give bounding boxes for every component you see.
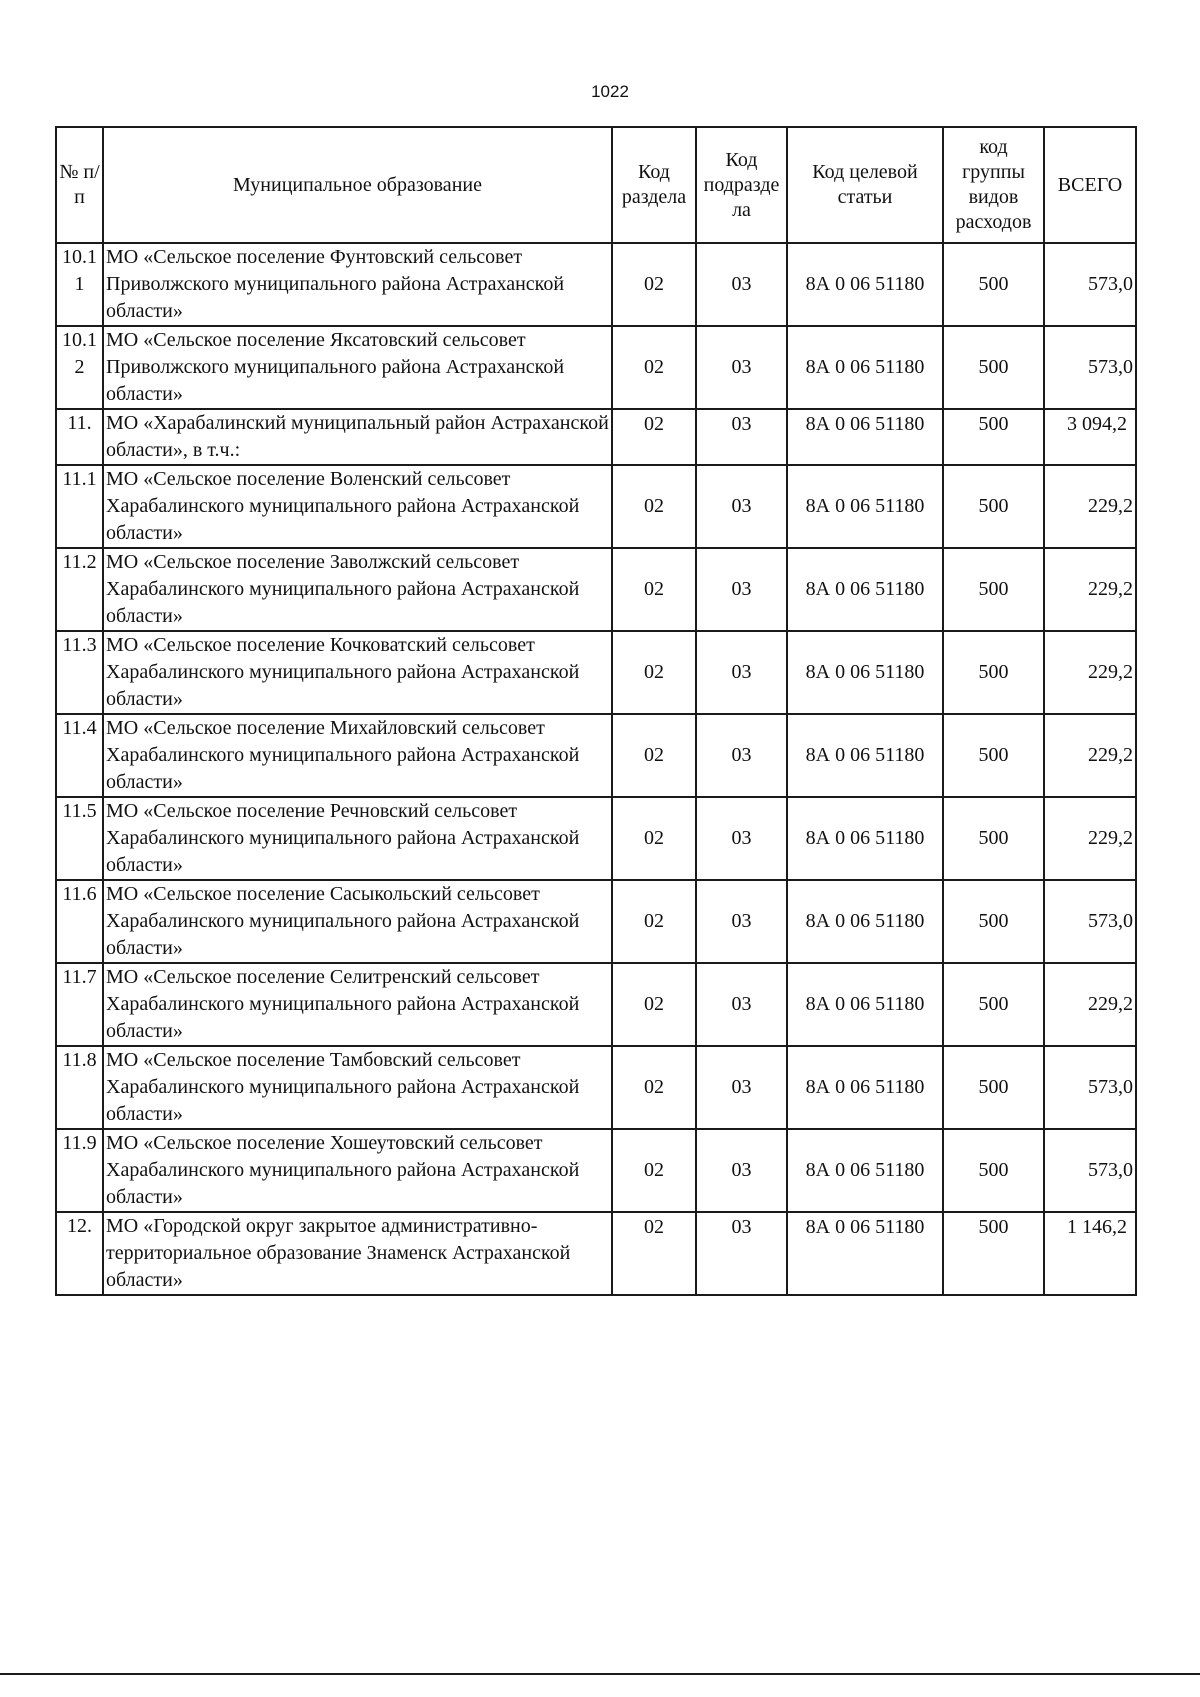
expense-group: 500: [943, 243, 1044, 326]
municipality-name: МО «Сельское поселение Яксатовский сельсовет Приволжского муниципального района Астраханской области»: [103, 326, 612, 409]
municipality-name: МО «Сельское поселение Сасыкольский сельсовет Харабалинского муниципального района Астраханской области»: [103, 880, 612, 963]
header-target-code: Код целевой статьи: [787, 127, 943, 243]
total-amount: 229,2: [1044, 714, 1136, 797]
municipality-name: МО «Сельское поселение Речновский сельсовет Харабалинского муниципального района Астраханской области»: [103, 797, 612, 880]
section-code: 02: [612, 880, 696, 963]
section-code: 02: [612, 963, 696, 1046]
header-subsection-code: Код подразде ла: [696, 127, 787, 243]
target-code: 8А 0 06 51180: [787, 326, 943, 409]
total-amount: 573,0: [1044, 1046, 1136, 1129]
section-code: 02: [612, 326, 696, 409]
row-number: 10.12: [56, 326, 103, 409]
expense-group: 500: [943, 797, 1044, 880]
total-amount: 229,2: [1044, 797, 1136, 880]
total-amount: 573,0: [1044, 243, 1136, 326]
section-code: 02: [612, 465, 696, 548]
section-code: 02: [612, 797, 696, 880]
table-row: [56, 465, 1136, 548]
header-total: ВСЕГО: [1044, 127, 1136, 243]
target-code: 8А 0 06 51180: [787, 1129, 943, 1212]
subsection-code: 03: [696, 797, 787, 880]
target-code: 8А 0 06 51180: [787, 409, 943, 465]
header-municipality: Муниципальное образование: [103, 127, 612, 243]
expense-group: 500: [943, 465, 1044, 548]
expense-group: 500: [943, 1212, 1044, 1295]
header-num: № п/п: [56, 127, 103, 243]
target-code: 8А 0 06 51180: [787, 1046, 943, 1129]
table-row: [56, 880, 1136, 963]
section-code: 02: [612, 631, 696, 714]
municipality-name: МО «Сельское поселение Тамбовский сельсовет Харабалинского муниципального района Астраханской области»: [103, 1046, 612, 1129]
table-row: [56, 409, 1136, 465]
municipality-name: МО «Сельское поселение Хошеутовский сельсовет Харабалинского муниципального района Астраханской области»: [103, 1129, 612, 1212]
expense-group: 500: [943, 880, 1044, 963]
subsection-code: 03: [696, 243, 787, 326]
row-number: 11.7: [56, 963, 103, 1046]
target-code: 8А 0 06 51180: [787, 631, 943, 714]
section-code: 02: [612, 409, 696, 465]
section-code: 02: [612, 548, 696, 631]
expense-group: 500: [943, 1046, 1044, 1129]
municipality-name: МО «Харабалинский муниципальный район Астраханской области», в т.ч.:: [103, 409, 612, 465]
total-amount: 229,2: [1044, 548, 1136, 631]
footer-divider: [0, 1673, 1200, 1675]
subsection-code: 03: [696, 714, 787, 797]
row-number: 12.: [56, 1212, 103, 1295]
subsection-code: 03: [696, 326, 787, 409]
row-number: 11.2: [56, 548, 103, 631]
subsection-code: 03: [696, 1212, 787, 1295]
target-code: 8А 0 06 51180: [787, 465, 943, 548]
municipality-name: МО «Сельское поселение Заволжский сельсовет Харабалинского муниципального района Астраханской области»: [103, 548, 612, 631]
subsection-code: 03: [696, 880, 787, 963]
total-amount: 3 094,2: [1044, 409, 1136, 465]
row-number: 11.1: [56, 465, 103, 548]
subsection-code: 03: [696, 409, 787, 465]
expense-group: 500: [943, 409, 1044, 465]
expense-group: 500: [943, 1129, 1044, 1212]
municipality-name: МО «Сельское поселение Фунтовский сельсовет Приволжского муниципального района Астраханской области»: [103, 243, 612, 326]
total-amount: 229,2: [1044, 631, 1136, 714]
table-row: [56, 631, 1136, 714]
total-amount: 229,2: [1044, 465, 1136, 548]
table-row: [56, 1046, 1136, 1129]
expense-group: 500: [943, 714, 1044, 797]
subsection-code: 03: [696, 465, 787, 548]
expense-group: 500: [943, 631, 1044, 714]
total-amount: 229,2: [1044, 963, 1136, 1046]
target-code: 8А 0 06 51180: [787, 797, 943, 880]
row-number: 11.8: [56, 1046, 103, 1129]
table-row: [56, 548, 1136, 631]
target-code: 8А 0 06 51180: [787, 1212, 943, 1295]
section-code: 02: [612, 714, 696, 797]
target-code: 8А 0 06 51180: [787, 714, 943, 797]
subsection-code: 03: [696, 1129, 787, 1212]
expense-group: 500: [943, 963, 1044, 1046]
table-row: [56, 326, 1136, 409]
target-code: 8А 0 06 51180: [787, 880, 943, 963]
total-amount: 573,0: [1044, 1129, 1136, 1212]
table-row: [56, 1129, 1136, 1212]
subsection-code: 03: [696, 631, 787, 714]
subsection-code: 03: [696, 1046, 787, 1129]
row-number: 11.5: [56, 797, 103, 880]
target-code: 8А 0 06 51180: [787, 548, 943, 631]
expense-group: 500: [943, 326, 1044, 409]
section-code: 02: [612, 1212, 696, 1295]
municipality-name: МО «Сельское поселение Воленский сельсовет Харабалинского муниципального района Астраханской области»: [103, 465, 612, 548]
row-number: 11.: [56, 409, 103, 465]
table-row: [56, 714, 1136, 797]
section-code: 02: [612, 1046, 696, 1129]
page-number: 1022: [591, 82, 629, 101]
target-code: 8А 0 06 51180: [787, 243, 943, 326]
total-amount: 573,0: [1044, 880, 1136, 963]
row-number: 11.3: [56, 631, 103, 714]
row-number: 11.4: [56, 714, 103, 797]
expense-group: 500: [943, 548, 1044, 631]
table-row: [56, 243, 1136, 326]
table-row: [56, 1212, 1136, 1295]
row-number: 11.9: [56, 1129, 103, 1212]
municipality-name: МО «Сельское поселение Михайловский сельсовет Харабалинского муниципального района Астраханской области»: [103, 714, 612, 797]
row-number: 11.6: [56, 880, 103, 963]
table-row: [56, 797, 1136, 880]
section-code: 02: [612, 1129, 696, 1212]
table-header-row: [56, 127, 1136, 243]
section-code: 02: [612, 243, 696, 326]
header-section-code: Код раздела: [612, 127, 696, 243]
subsection-code: 03: [696, 963, 787, 1046]
subsection-code: 03: [696, 548, 787, 631]
total-amount: 573,0: [1044, 326, 1136, 409]
budget-allocation-table: [55, 126, 1137, 1296]
municipality-name: МО «Сельское поселение Селитренский сельсовет Харабалинского муниципального района Астраханской области»: [103, 963, 612, 1046]
header-expense-group: код группы видов расходов: [943, 127, 1044, 243]
target-code: 8А 0 06 51180: [787, 963, 943, 1046]
total-amount: 1 146,2: [1044, 1212, 1136, 1295]
table-row: [56, 963, 1136, 1046]
municipality-name: МО «Сельское поселение Кочковатский сельсовет Харабалинского муниципального района Астраханской области»: [103, 631, 612, 714]
row-number: 10.11: [56, 243, 103, 326]
municipality-name: МО «Городской округ закрытое административно-территориальное образование Знаменск Астраханской области»: [103, 1212, 612, 1295]
